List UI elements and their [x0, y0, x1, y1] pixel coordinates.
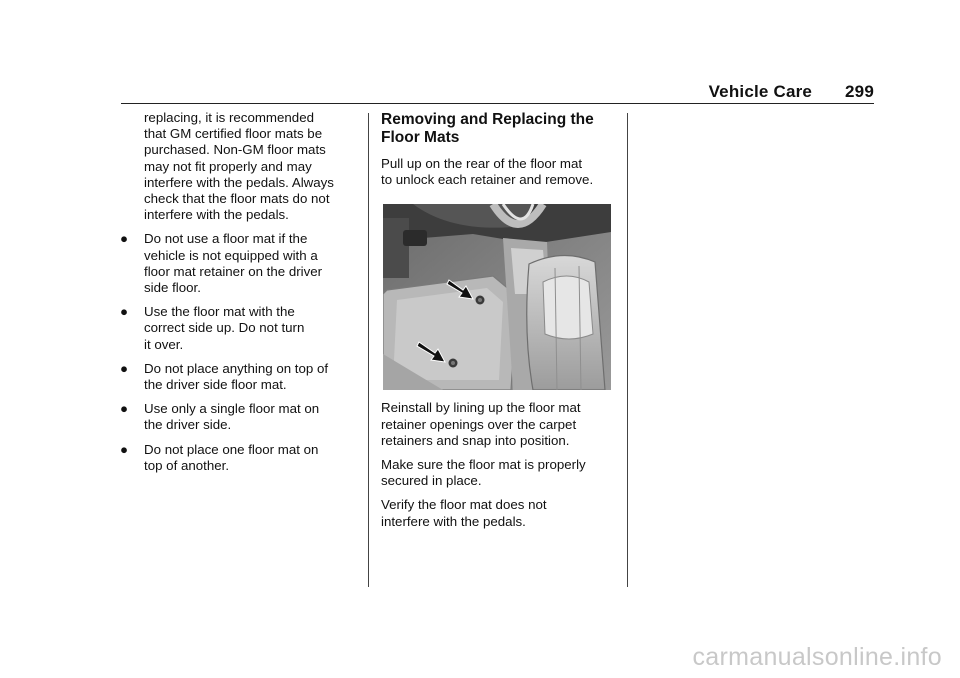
reinstall-paragraph: Reinstall by lining up the floor mat retainer openings over the carpet retainers and snap into position.: [381, 400, 581, 448]
continuation-text: replacing, it is recommended that GM certified floor mats be purchased. Non-GM floor mats may not fit properly and may interfere with the pedals. Always check that the floor mats do not interfere with the pedals.: [144, 110, 334, 223]
bullet-item: [120, 442, 360, 474]
bullet-item: [120, 304, 360, 353]
bullet-item: [120, 231, 360, 296]
bullet-icon: ●: [120, 401, 129, 417]
bullet-text: Do not place anything on top of the driver side floor mat.: [144, 360, 329, 393]
header-rule: [121, 103, 874, 104]
bullet-list: [120, 231, 360, 474]
bullet-text: Do not place one floor mat on top of another.: [144, 441, 319, 473]
bullet-icon: ●: [120, 441, 129, 457]
bullet-text: Use the floor mat with the correct side up. Do not turn it over.: [144, 304, 305, 352]
bullet-icon: ●: [120, 231, 129, 247]
bullet-text: Use only a single floor mat on the driver side.: [144, 401, 320, 433]
bullet-icon: ●: [120, 304, 129, 320]
section-heading: Removing and Replacing the Floor Mats: [381, 111, 594, 146]
text-column-2: [381, 110, 616, 538]
column-divider-left: [368, 113, 369, 587]
floor-mat-illustration: [383, 204, 611, 390]
bullet-text: Do not use a floor mat if the vehicle is not equipped with a floor mat retainer on the driver side floor.: [144, 231, 323, 296]
section-title: Vehicle Care: [708, 82, 813, 101]
bullet-icon: ●: [120, 360, 129, 376]
page-header: [709, 82, 874, 102]
page-number: 299: [845, 82, 874, 101]
intro-paragraph: Pull up on the rear of the floor mat to unlock each retainer and remove.: [381, 156, 594, 188]
text-column-1: [120, 110, 360, 482]
bullet-item: [120, 401, 360, 433]
verify-paragraph: Verify the floor mat does not interfere with the pedals.: [381, 497, 547, 529]
secure-paragraph: Make sure the floor mat is properly secured in place.: [381, 457, 586, 489]
watermark: carmanualsonline.info: [692, 643, 942, 671]
bullet-item: [120, 361, 360, 393]
column-divider-right: [627, 113, 628, 587]
